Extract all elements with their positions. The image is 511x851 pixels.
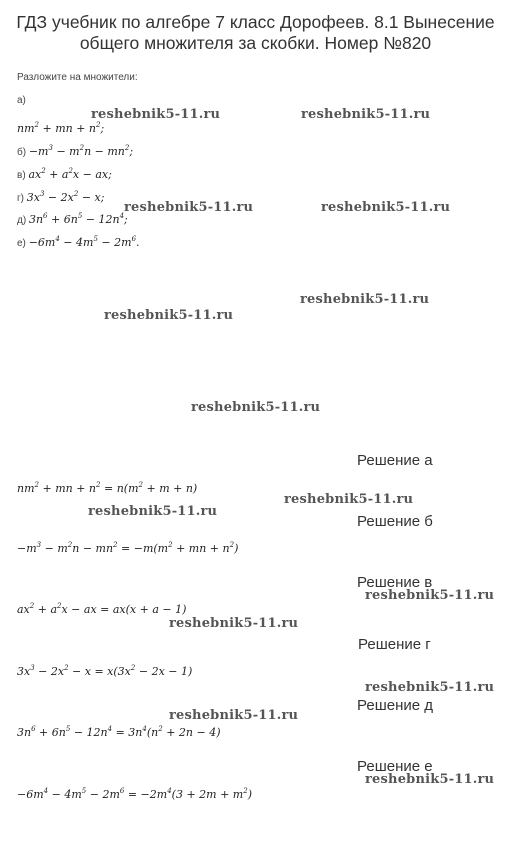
task-b [17, 145, 133, 158]
watermark: reshebnik5-11.ru [365, 680, 495, 695]
task-a-label: а) [17, 95, 26, 106]
solution-b-title: Решение б [357, 513, 433, 530]
watermark: reshebnik5-11.ru [104, 308, 234, 323]
task-b-label: б) [17, 147, 27, 158]
watermark: reshebnik5-11.ru [365, 772, 495, 787]
task-v-expression: $ax^2 + a^2x$ − ax; [28, 167, 112, 181]
task-d-expression: $3n^6 + 6n^5 - 12n^4$; [28, 212, 128, 226]
watermark: reshebnik5-11.ru [124, 200, 254, 215]
task-d [17, 213, 128, 226]
solution-b-expression: $-m^3 - m^2n - mn^2 = -m(m^2$ + mn + $n^2$) [17, 541, 239, 555]
solution-e-title: Решение е [357, 758, 433, 775]
solution-v-title: Решение в [357, 574, 433, 591]
solution-a-title: Решение а [357, 452, 433, 469]
task-b-expression: $-m^3 - m^2n - mn^2$; [28, 144, 134, 158]
task-v [17, 168, 112, 181]
task-g [17, 191, 104, 204]
solution-a-expression: $nm^2$ + mn + $n^2 = n(m^2 + m + n)$ [17, 481, 198, 495]
task-e [17, 236, 140, 249]
watermark: reshebnik5-11.ru [91, 107, 221, 122]
watermark: reshebnik5-11.ru [284, 492, 414, 507]
instruction-text: Разложите на множители: [17, 72, 138, 83]
solution-d-title: Решение д [357, 697, 433, 714]
watermark: reshebnik5-11.ru [88, 504, 218, 519]
task-e-expression: $-6m^4 - 4m^5 - 2m^6$. [28, 235, 140, 249]
page-title-line-1: ГДЗ учебник по алгебре 7 класс Дорофеев. 8.1 Вынесение [16, 12, 495, 32]
watermark: reshebnik5-11.ru [365, 588, 495, 603]
watermark: reshebnik5-11.ru [301, 107, 431, 122]
task-v-label: в) [17, 170, 26, 181]
solution-v-expression: $ax^2 + a^2x$ − ax = ax(x + a − 1) [17, 602, 187, 616]
watermark: reshebnik5-11.ru [321, 200, 451, 215]
task-g-label: г) [17, 193, 24, 204]
watermark: reshebnik5-11.ru [300, 292, 430, 307]
task-g-expression: $3x^3 - 2x^2 - x$; [26, 190, 105, 204]
task-d-label: д) [17, 215, 27, 226]
solution-g-title: Решение г [358, 636, 431, 653]
solution-d-expression: $3n^6 + 6n^5 - 12n^4 = 3n^4(n^2 + 2n - 4)$ [17, 725, 221, 739]
page-title-line-2: общего множителя за скобки. Номер №820 [79, 33, 432, 53]
task-e-label: е) [17, 238, 26, 249]
watermark: reshebnik5-11.ru [169, 708, 299, 723]
watermark: reshebnik5-11.ru [191, 400, 321, 415]
task-a-expression: $nm^2$ + mn + $n^2$; [17, 121, 105, 135]
page-title [0, 12, 511, 54]
watermark: reshebnik5-11.ru [169, 616, 299, 631]
solution-e-expression: $-6m^4 - 4m^5 - 2m^6 = -2m^4(3 + 2m + m^2)$ [17, 787, 253, 801]
solution-g-expression: $3x^3 - 2x^2 - x = x(3x^2 - 2x - 1)$ [17, 664, 193, 678]
